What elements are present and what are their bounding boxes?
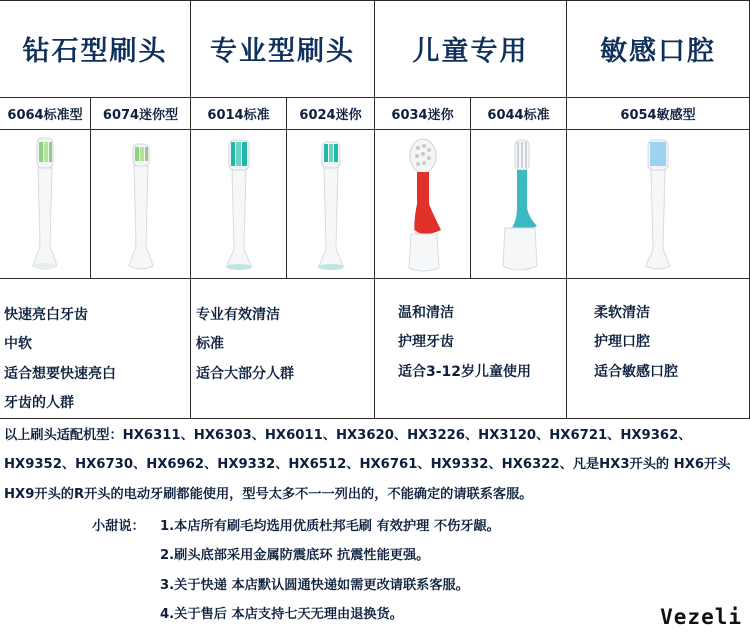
- desc-sensitive-line-3: 适合敏感口腔: [594, 364, 678, 380]
- brush-cell-6054: [567, 131, 749, 277]
- brush-cell-6024: [287, 131, 374, 277]
- tips-label: 小甜说：: [92, 519, 145, 534]
- tip-1: 1.本店所有刷毛均选用优质杜邦毛刷 有效护理 不伤牙龈。: [160, 519, 500, 534]
- tip-4: 4.关于售后 本店支持七天无理由退换货。: [160, 607, 403, 622]
- brush-cell-6034: [375, 131, 470, 277]
- brand-watermark: Vezeli: [660, 605, 742, 629]
- model-label-6074: 6074迷你型: [102, 108, 179, 123]
- brush-head-teal-bristles-mini-icon: [309, 134, 353, 274]
- desc-kids-line-1: 温和清洁: [398, 305, 454, 321]
- model-label-6024: 6024迷你: [299, 108, 362, 123]
- grid-subheader-bottom-line: [0, 129, 750, 130]
- tip-3: 3.关于快递 本店默认圆通快递如需更改请联系客服。: [160, 578, 469, 593]
- brush-head-white-green-bristles-icon: [23, 134, 67, 274]
- compat-line-3: HX9开头的R开头的电动牙刷都能使用，型号太多不一一列出的，不能确定的请联系客服。: [4, 487, 533, 502]
- tip-2: 2.刷头底部采用金属防震底环 抗震性能更强。: [160, 548, 430, 563]
- grid-image-bottom-line: [0, 278, 750, 279]
- brush-head-sensitive-blue-icon: [636, 134, 680, 274]
- desc-kids-line-2: 护理牙齿: [398, 334, 454, 350]
- desc-professional-line-1: 专业有效清洁: [196, 307, 280, 323]
- header-diamond: 钻石型刷头: [22, 36, 168, 67]
- compat-line-1: 以上刷头适配机型：HX6311、HX6303、HX6011、HX3620、HX3226、HX3120、HX6721、HX9362、: [4, 428, 692, 443]
- desc-kids-line-3: 适合3-12岁儿童使用: [398, 364, 532, 380]
- model-label-6064: 6064标准型: [7, 108, 83, 123]
- brush-cell-6044: [471, 131, 566, 277]
- model-label-6054: 6054敏感型: [620, 108, 696, 123]
- brush-cell-6014: [191, 131, 286, 277]
- header-professional: 专业型刷头: [210, 36, 355, 67]
- desc-sensitive-line-2: 护理口腔: [594, 334, 650, 350]
- desc-sensitive-line-1: 柔软清洁: [594, 305, 650, 321]
- desc-diamond-line-4: 牙齿的人群: [4, 395, 74, 411]
- model-label-6014: 6014标准: [207, 108, 270, 123]
- compat-line-2: HX9352、HX6730、HX6962、HX9332、HX6512、HX6761、HX9332、HX6322、凡是HX3开头的 HX6开头: [4, 457, 731, 472]
- brush-cell-6064: [0, 131, 90, 277]
- brush-head-kids-red-icon: [393, 134, 453, 274]
- brush-cell-6074: [91, 131, 190, 277]
- brush-head-kids-teal-icon: [489, 134, 549, 274]
- desc-diamond-line-1: 快速亮白牙齿: [4, 307, 88, 323]
- desc-diamond-line-2: 中软: [4, 336, 32, 352]
- desc-diamond-line-3: 适合想要快速亮白: [4, 366, 116, 382]
- desc-professional-line-3: 适合大部分人群: [196, 366, 294, 382]
- model-label-6044: 6044标准: [487, 108, 550, 123]
- grid-desc-bottom-line: [0, 418, 750, 419]
- brush-head-teal-bristles-icon: [217, 134, 261, 274]
- brush-head-white-green-bristles-mini-icon: [119, 134, 163, 274]
- header-sensitive: 敏感口腔: [600, 36, 716, 67]
- desc-professional-line-2: 标准: [196, 336, 224, 352]
- header-kids: 儿童专用: [412, 36, 529, 67]
- model-label-6034: 6034迷你: [391, 108, 454, 123]
